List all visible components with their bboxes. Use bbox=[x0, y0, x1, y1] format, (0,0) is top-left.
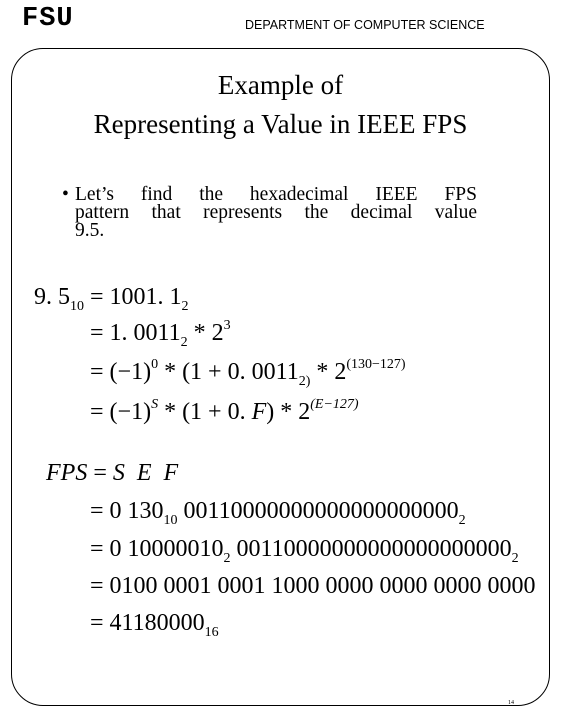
eq4-exponent: (E−127) bbox=[310, 397, 359, 412]
r2-fraction-base: 2 bbox=[511, 551, 519, 566]
result-line-3 bbox=[90, 573, 536, 600]
slide-title-line1: Example of bbox=[217, 70, 344, 100]
eq3-mantissa-base: 2) bbox=[298, 374, 311, 389]
eq4-fraction-var: F bbox=[251, 399, 267, 425]
fps-label: FPS bbox=[46, 460, 88, 486]
bullet-text-line1: Let’s find the hexadecimal IEEE FPS bbox=[75, 184, 477, 205]
bullet-text-line3: 9.5. bbox=[75, 220, 105, 241]
r1-fraction: 00110000000000000000000 bbox=[177, 498, 459, 524]
r2-exp-base: 2 bbox=[223, 551, 231, 566]
r3-binary-groups: = 0100 0001 0001 1000 0000 0000 0000 0000 bbox=[90, 573, 536, 599]
bullet-item bbox=[62, 186, 477, 240]
eq2-power: * 2 bbox=[187, 320, 224, 346]
bullet-dot: • bbox=[62, 184, 69, 205]
r4-hex-value: = 41180000 bbox=[90, 610, 205, 636]
eq3-mantissa: * (1 + 0. 0011 bbox=[158, 359, 299, 385]
equation-line-4 bbox=[90, 399, 359, 426]
eq3-exponent: (130−127) bbox=[346, 357, 406, 372]
eq1-rhs: = 1001. 1 bbox=[84, 284, 182, 310]
page-number: 14 bbox=[508, 700, 514, 706]
eq4-mantissa: * (1 + 0. bbox=[158, 399, 252, 425]
equation-line-3 bbox=[90, 357, 406, 389]
r2-fraction: 00110000000000000000000 bbox=[230, 536, 512, 562]
eq3-sign-exp: 0 bbox=[151, 357, 159, 372]
r1-exp-base: 10 bbox=[163, 513, 178, 528]
eq1-lhs-base: 10 bbox=[70, 299, 84, 314]
eq2-mantissa-base: 2 bbox=[180, 335, 188, 350]
result-line-4 bbox=[90, 610, 219, 640]
r4-hex-base: 16 bbox=[204, 625, 219, 640]
bullet-text-line2: pattern that represents the decimal value bbox=[75, 202, 477, 223]
fsu-logo: FSU bbox=[22, 4, 74, 34]
result-line-1 bbox=[90, 498, 466, 528]
equation-line-1 bbox=[34, 284, 189, 314]
eq2-exponent: 3 bbox=[223, 318, 231, 333]
eq1-lhs: 9. 5 bbox=[34, 284, 70, 310]
department-header: DEPARTMENT OF COMPUTER SCIENCE bbox=[245, 18, 485, 32]
fps-equals: = bbox=[87, 460, 113, 486]
eq4-power: ) * 2 bbox=[266, 399, 311, 425]
eq2-mantissa: = 1. 0011 bbox=[90, 320, 181, 346]
r2-sign-exp: = 0 10000010 bbox=[90, 536, 224, 562]
eq4-sign-exp: S bbox=[151, 397, 159, 412]
eq1-rhs-base: 2 bbox=[181, 299, 189, 314]
equation-line-2 bbox=[90, 318, 231, 350]
fps-fields: S E F bbox=[112, 460, 179, 486]
result-line-2 bbox=[90, 536, 519, 566]
r1-fraction-base: 2 bbox=[458, 513, 466, 528]
r1-sign-exp: = 0 130 bbox=[90, 498, 164, 524]
fps-definition bbox=[46, 460, 178, 487]
eq4-sign: = (−1) bbox=[90, 399, 152, 425]
slide-title-line2: Representing a Value in IEEE FPS bbox=[93, 109, 468, 139]
eq3-power: * 2 bbox=[310, 359, 347, 385]
eq3-sign: = (−1) bbox=[90, 359, 152, 385]
